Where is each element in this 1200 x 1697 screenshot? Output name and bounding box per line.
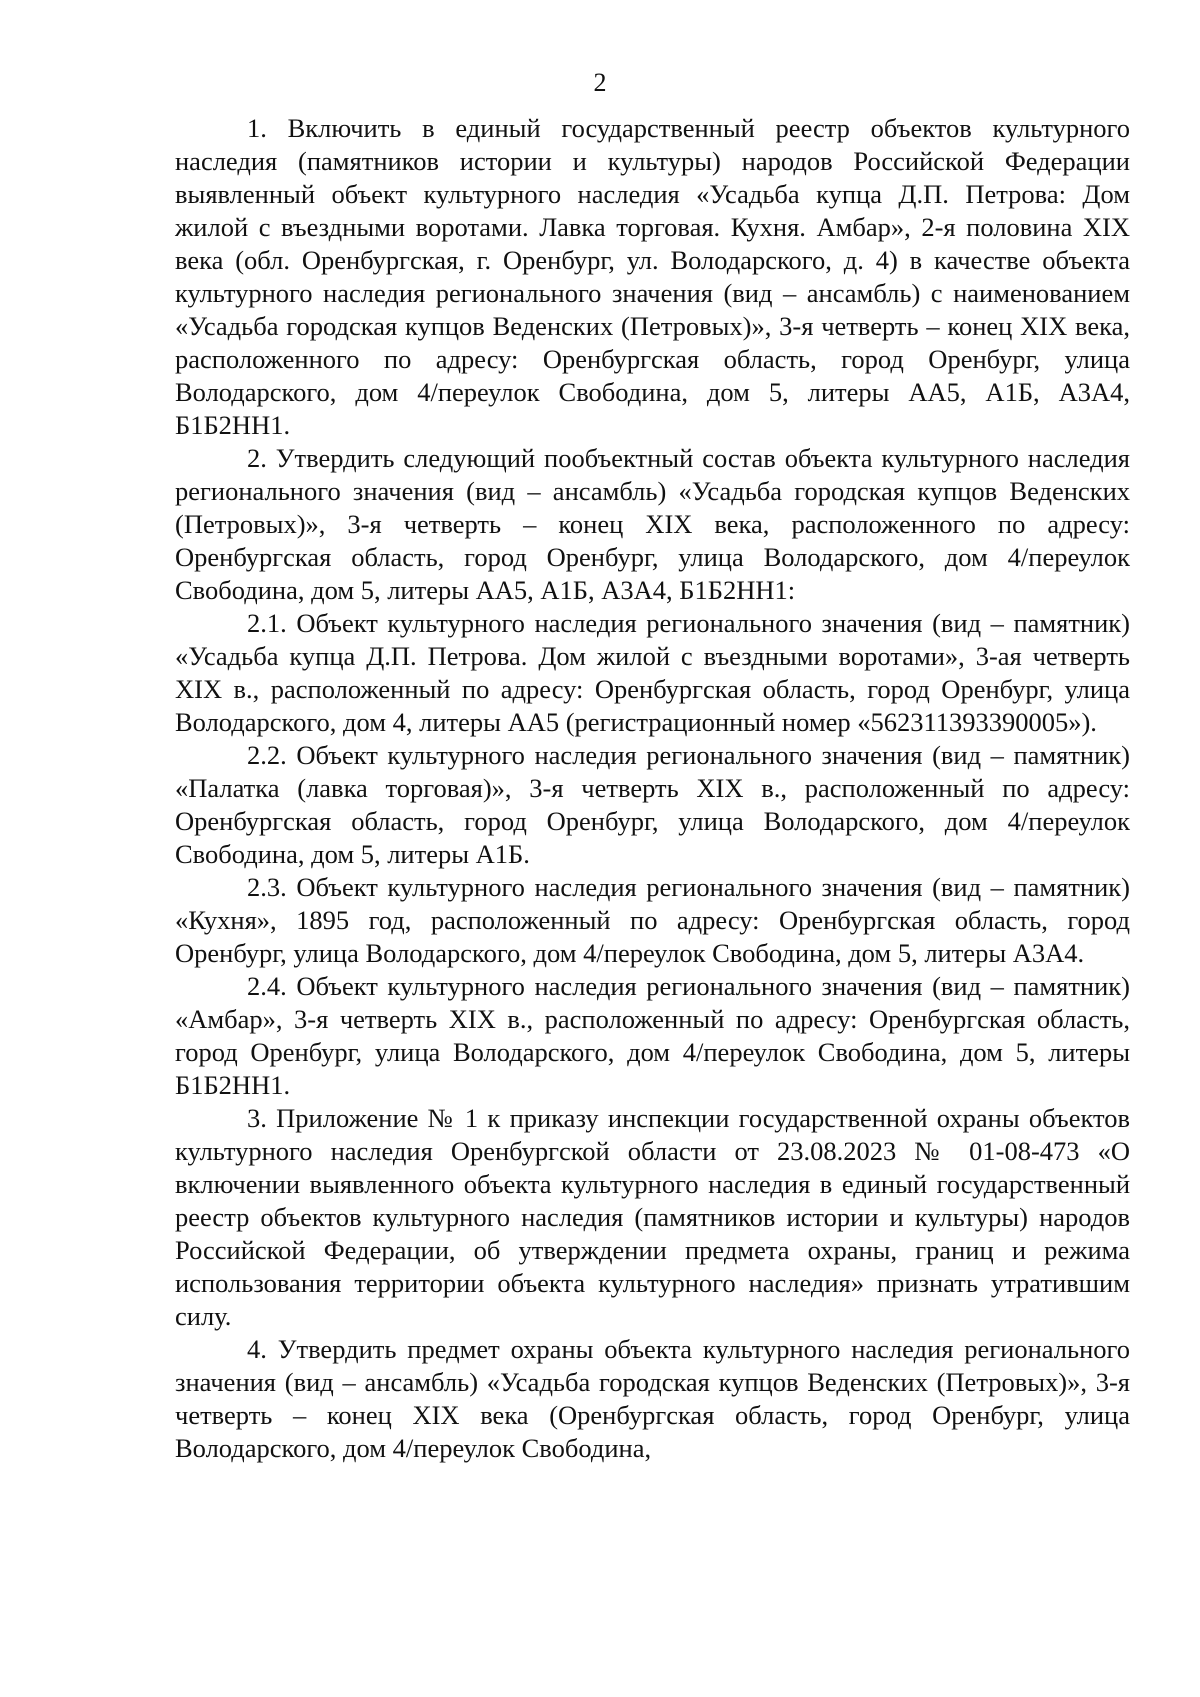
page-number: 2	[593, 68, 607, 97]
paragraph-2: 2. Утвердить следующий пообъектный состав объекта культурного наследия регионального значения (вид – ансамбль) «Усадьба городская купцов Веденских (Петровых)», 3-я четверть – конец XIX века, расположенного по адресу: Оренбургская область, город Оренбург, улица Володарского, дом 4/переулок Свободина, дом 5, литеры АА5, А1Б, А3А4, Б1Б2НН1:	[175, 443, 1130, 605]
document-body	[175, 112, 1130, 1465]
paragraph-3: 3. Приложение № 1 к приказу инспекции государственной охраны объектов культурного наследия Оренбургской области от 23.08.2023 № 01-08-473 «О включении выявленного объекта культурного наследия в единый государственный реестр объектов культурного наследия (памятников истории и культуры) народов Российской Федерации, об утверждении предмета охраны, границ и режима использования территории объекта культурного наследия» признать утратившим силу.	[175, 1103, 1130, 1331]
paragraph-2-3: 2.3. Объект культурного наследия регионального значения (вид – памятник) «Кухня», 1895 год, расположенный по адресу: Оренбургская область, город Оренбург, улица Володарского, дом 4/переулок Свободина, дом 5, литеры А3А4.	[175, 872, 1130, 968]
paragraph-2-2: 2.2. Объект культурного наследия регионального значения (вид – памятник) «Палатка (лавка торговая)», 3-я четверть XIX в., расположенный по адресу: Оренбургская область, город Оренбург, улица Володарского, дом 4/переулок Свободина, дом 5, литеры А1Б.	[175, 740, 1130, 869]
paragraph-1: 1. Включить в единый государственный реестр объектов культурного наследия (памятников истории и культуры) народов Российской Федерации выявленный объект культурного наследия «Усадьба купца Д.П. Петрова: Дом жилой с въездными воротами. Лавка торговая. Кухня. Амбар», 2-я половина XIX века (обл. Оренбургская, г. Оренбург, ул. Володарского, д. 4) в качестве объекта культурного наследия регионального значения (вид – ансамбль) с наименованием «Усадьба городская купцов Веденских (Петровых)», 3-я четверть – конец XIX века, расположенного по адресу: Оренбургская область, город Оренбург, улица Володарского, дом 4/переулок Свободина, дом 5, литеры АА5, А1Б, А3А4, Б1Б2НН1.	[175, 113, 1130, 440]
paragraph-2-4: 2.4. Объект культурного наследия регионального значения (вид – памятник) «Амбар», 3-я четверть XIX в., расположенный по адресу: Оренбургская область, город Оренбург, улица Володарского, дом 4/переулок Свободина, дом 5, литеры Б1Б2НН1.	[175, 971, 1130, 1100]
paragraph-4: 4. Утвердить предмет охраны объекта культурного наследия регионального значения (вид – ансамбль) «Усадьба городская купцов Веденских (Петровых)», 3-я четверть – конец XIX века (Оренбургская область, город Оренбург, улица Володарского, дом 4/переулок Свободина,	[175, 1334, 1130, 1463]
paragraph-2-1: 2.1. Объект культурного наследия регионального значения (вид – памятник) «Усадьба купца Д.П. Петрова. Дом жилой с въездными воротами», 3-ая четверть XIX в., расположенный по адресу: Оренбургская область, город Оренбург, улица Володарского, дом 4, литеры АА5 (регистрационный номер «562311393390005»).	[175, 608, 1130, 737]
